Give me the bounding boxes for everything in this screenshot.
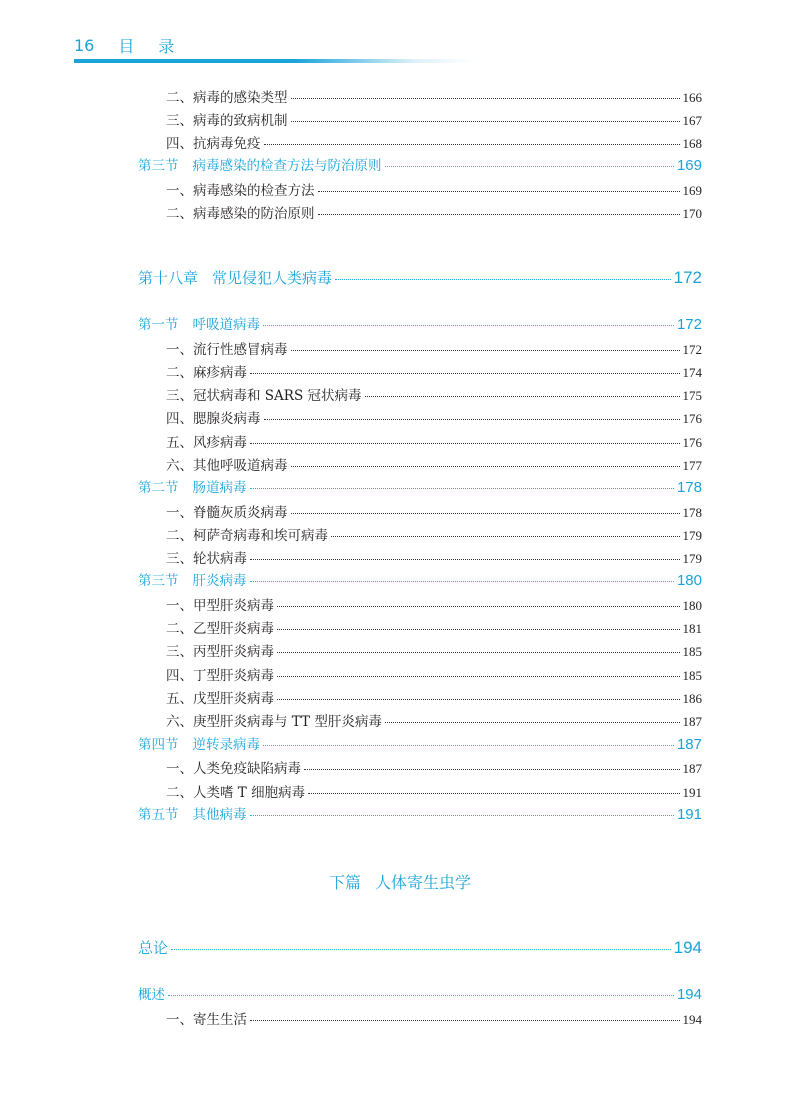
leader-dots bbox=[291, 120, 680, 122]
chapter-title: 常见侵犯人类病毒 bbox=[212, 269, 333, 287]
toc-entry-label: 二、病毒的感染类型 bbox=[166, 90, 288, 106]
toc-entry[interactable] bbox=[0, 757, 702, 777]
toc-entry-label: 三、丙型肝炎病毒 bbox=[166, 644, 274, 660]
leader-dots bbox=[277, 698, 680, 700]
toc-entry[interactable] bbox=[0, 781, 702, 801]
toc-entry-label: 五、风疹病毒 bbox=[166, 435, 247, 451]
toc-entry-page: 180 bbox=[682, 598, 702, 613]
toc-section[interactable] bbox=[0, 476, 702, 496]
toc-section-page: 191 bbox=[676, 806, 702, 823]
toc-entry[interactable] bbox=[0, 338, 702, 358]
leader-dots bbox=[277, 651, 680, 653]
leader-dots bbox=[291, 97, 680, 99]
toc-entry-page: 178 bbox=[682, 505, 702, 520]
leader-dots bbox=[277, 628, 680, 630]
toc-entry-page: 179 bbox=[682, 551, 702, 566]
leader-dots bbox=[291, 512, 680, 514]
leader-dots bbox=[335, 278, 671, 280]
toc-entry-page: 169 bbox=[682, 183, 702, 198]
leader-dots bbox=[277, 675, 680, 677]
toc-section[interactable] bbox=[0, 803, 702, 823]
header-rule bbox=[74, 59, 474, 63]
toc-entry-page: 187 bbox=[682, 761, 702, 776]
toc-entry-page: 177 bbox=[682, 458, 702, 473]
toc-entry[interactable] bbox=[0, 1008, 702, 1028]
section-title: 肠道病毒 bbox=[192, 480, 247, 496]
toc-entry-label: 二、柯萨奇病毒和埃可病毒 bbox=[166, 528, 328, 544]
toc-section-page: 180 bbox=[676, 572, 702, 589]
leader-dots bbox=[331, 535, 680, 537]
toc-entry-page: 181 bbox=[682, 621, 702, 636]
toc-entry[interactable] bbox=[0, 687, 702, 707]
header-title-char-2: 录 bbox=[158, 36, 175, 56]
toc-entry-page: 172 bbox=[682, 342, 702, 357]
toc-entry-label: 五、戊型肝炎病毒 bbox=[166, 691, 274, 707]
toc-entry[interactable] bbox=[0, 594, 702, 614]
leader-dots bbox=[250, 580, 674, 582]
toc-section-page: 169 bbox=[676, 157, 702, 174]
running-header bbox=[74, 34, 174, 56]
leader-dots bbox=[168, 994, 674, 996]
toc-entry[interactable] bbox=[0, 179, 702, 199]
section-number: 第四节 bbox=[138, 737, 179, 753]
leader-dots bbox=[250, 814, 674, 816]
toc-entry-label: 三、轮状病毒 bbox=[166, 551, 247, 567]
toc-entry-page: 175 bbox=[682, 388, 702, 403]
toc-entry-label: 四、腮腺炎病毒 bbox=[166, 411, 261, 427]
toc-entry[interactable] bbox=[0, 361, 702, 381]
leader-dots bbox=[304, 768, 680, 770]
toc-entry-page: 176 bbox=[682, 435, 702, 450]
leader-dots bbox=[385, 721, 680, 723]
toc-entry-page: 187 bbox=[682, 714, 702, 729]
toc-entry-label: 三、冠状病毒和 SARS 冠状病毒 bbox=[166, 388, 362, 404]
leader-dots bbox=[308, 792, 679, 794]
section-number: 第三节 bbox=[138, 158, 179, 174]
leader-dots bbox=[277, 605, 680, 607]
toc-entry[interactable] bbox=[0, 132, 702, 152]
toc-entry-label: 一、人类免疫缺陷病毒 bbox=[166, 761, 301, 777]
header-title-char-1: 目 bbox=[118, 36, 135, 56]
page-number: 16 bbox=[74, 35, 95, 55]
toc-section[interactable] bbox=[0, 733, 702, 753]
toc-entry-label: 一、寄生生活 bbox=[166, 1012, 247, 1028]
toc-entry[interactable] bbox=[0, 109, 702, 129]
toc-entry-page: 179 bbox=[682, 528, 702, 543]
toc-entry[interactable] bbox=[0, 617, 702, 637]
toc-entry-label: 六、其他呼吸道病毒 bbox=[166, 458, 288, 474]
part-heading bbox=[0, 870, 800, 893]
section-number: 第一节 bbox=[138, 317, 179, 333]
toc-entry-page: 167 bbox=[682, 113, 702, 128]
toc-chapter-page: 194 bbox=[673, 938, 702, 957]
toc-entry-label: 三、病毒的致病机制 bbox=[166, 113, 288, 129]
leader-dots bbox=[263, 324, 674, 326]
toc-chapter[interactable] bbox=[0, 267, 702, 288]
leader-dots bbox=[318, 213, 680, 215]
toc-entry-label: 一、甲型肝炎病毒 bbox=[166, 598, 274, 614]
leader-dots bbox=[291, 465, 680, 467]
toc-entry[interactable] bbox=[0, 547, 702, 567]
toc-entry-label: 一、脊髓灰质炎病毒 bbox=[166, 505, 288, 521]
toc-entry-label: 二、乙型肝炎病毒 bbox=[166, 621, 274, 637]
section-title: 逆转录病毒 bbox=[192, 737, 260, 753]
part-title: 人体寄生虫学 bbox=[375, 873, 472, 892]
leader-dots bbox=[291, 349, 680, 351]
toc-entry[interactable] bbox=[0, 710, 702, 730]
toc-entry[interactable] bbox=[0, 407, 702, 427]
part-number: 下篇 bbox=[328, 873, 361, 892]
leader-dots bbox=[365, 395, 680, 397]
leader-dots bbox=[263, 744, 674, 746]
section-title: 其他病毒 bbox=[192, 807, 247, 823]
toc-entry-page: 170 bbox=[682, 206, 702, 221]
toc-entry-page: 166 bbox=[682, 90, 702, 105]
toc-entry-page: 185 bbox=[682, 644, 702, 659]
leader-dots bbox=[385, 165, 674, 167]
section-title: 概述 bbox=[138, 987, 165, 1003]
toc-section[interactable] bbox=[0, 313, 702, 333]
toc-section[interactable] bbox=[0, 154, 702, 174]
leader-dots bbox=[250, 487, 674, 489]
toc-entry-page: 174 bbox=[682, 365, 702, 380]
toc-entry[interactable] bbox=[0, 664, 702, 684]
toc-chapter-page: 172 bbox=[673, 268, 702, 287]
leader-dots bbox=[250, 558, 680, 560]
toc-entry-page: 185 bbox=[682, 668, 702, 683]
toc-entry-label: 二、人类嗜 T 细胞病毒 bbox=[166, 785, 306, 801]
leader-dots bbox=[250, 372, 680, 374]
toc-section-page: 194 bbox=[676, 986, 702, 1003]
toc-entry-label: 二、麻疹病毒 bbox=[166, 365, 247, 381]
toc-chapter[interactable] bbox=[0, 937, 702, 958]
toc-entry[interactable] bbox=[0, 640, 702, 660]
leader-dots bbox=[264, 143, 680, 145]
toc-entry-page: 194 bbox=[682, 1012, 702, 1027]
toc-section[interactable] bbox=[0, 983, 702, 1003]
section-title: 呼吸道病毒 bbox=[192, 317, 260, 333]
leader-dots bbox=[318, 190, 680, 192]
toc-entry-page: 176 bbox=[682, 411, 702, 426]
toc-entry-label: 二、病毒感染的防治原则 bbox=[166, 206, 315, 222]
toc-entry-page: 168 bbox=[682, 136, 702, 151]
toc-entry-label: 一、流行性感冒病毒 bbox=[166, 342, 288, 358]
toc-entry[interactable] bbox=[0, 384, 702, 404]
leader-dots bbox=[250, 1019, 680, 1021]
chapter-title: 总论 bbox=[138, 939, 169, 957]
section-number: 第二节 bbox=[138, 480, 179, 496]
section-number: 第五节 bbox=[138, 807, 179, 823]
toc-entry[interactable] bbox=[0, 431, 702, 451]
toc-entry[interactable] bbox=[0, 524, 702, 544]
section-title: 病毒感染的检查方法与防治原则 bbox=[192, 158, 382, 174]
section-title: 肝炎病毒 bbox=[192, 573, 247, 589]
toc-entry[interactable] bbox=[0, 501, 702, 521]
toc-section-page: 178 bbox=[676, 479, 702, 496]
leader-dots bbox=[171, 948, 671, 950]
leader-dots bbox=[264, 418, 680, 420]
section-number: 第三节 bbox=[138, 573, 179, 589]
leader-dots bbox=[250, 442, 680, 444]
toc-entry[interactable] bbox=[0, 454, 702, 474]
toc-entry[interactable] bbox=[0, 202, 702, 222]
toc-entry-page: 186 bbox=[682, 691, 702, 706]
chapter-number: 第十八章 bbox=[138, 269, 199, 287]
toc-entry-page: 191 bbox=[682, 785, 702, 800]
toc-entry[interactable] bbox=[0, 86, 702, 106]
toc-section-page: 172 bbox=[676, 316, 702, 333]
toc-entry-label: 一、病毒感染的检查方法 bbox=[166, 183, 315, 199]
toc-entry-label: 六、庚型肝炎病毒与 TT 型肝炎病毒 bbox=[166, 714, 382, 730]
toc-section-page: 187 bbox=[676, 736, 702, 753]
toc-section[interactable] bbox=[0, 569, 702, 589]
toc-entry-label: 四、抗病毒免疫 bbox=[166, 136, 261, 152]
toc-entry-label: 四、丁型肝炎病毒 bbox=[166, 668, 274, 684]
